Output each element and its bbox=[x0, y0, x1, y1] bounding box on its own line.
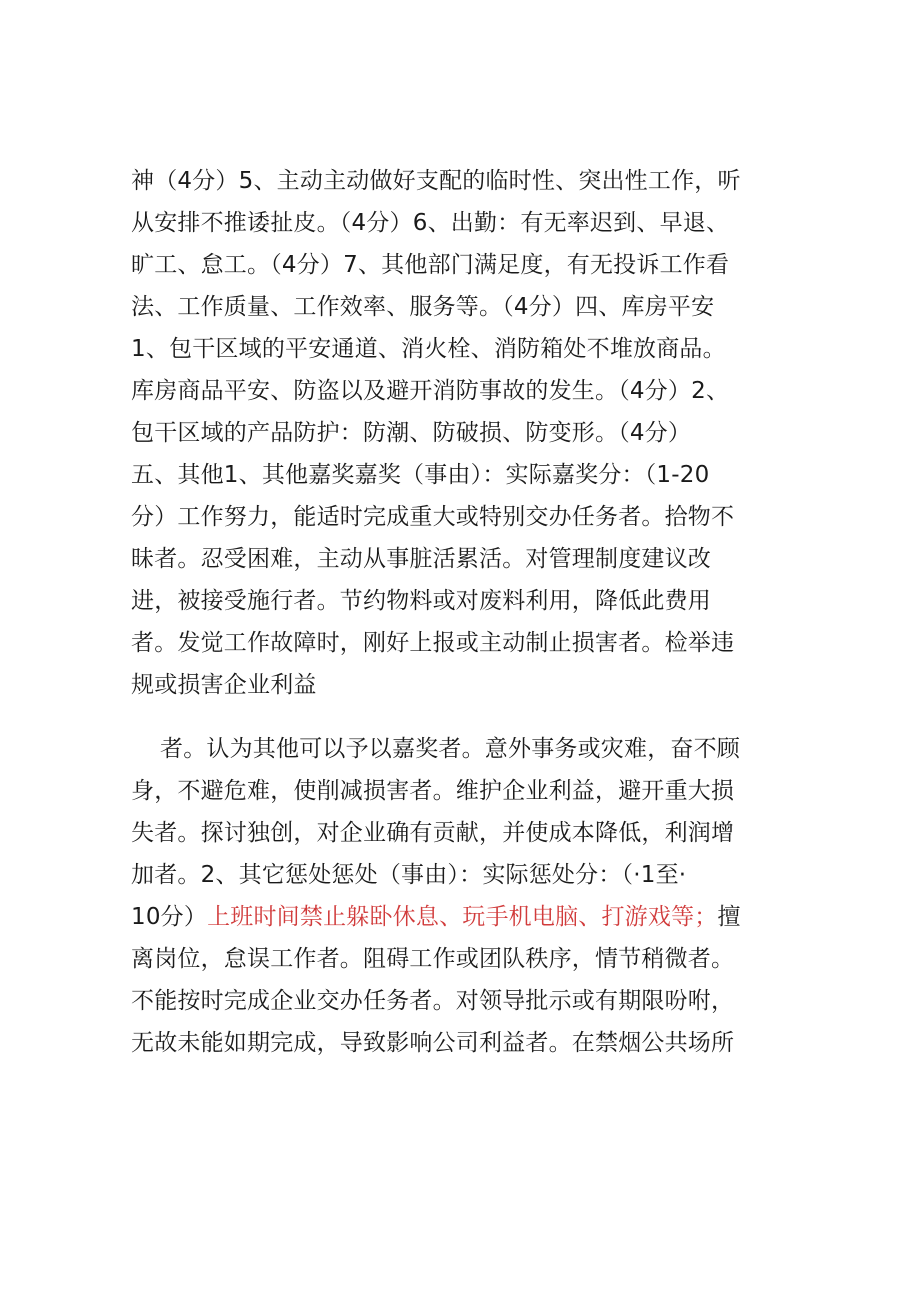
text-line: 无故未能如期完成，导致影响公司利益者。在禁烟公共场所 bbox=[131, 1030, 735, 1056]
text-line: 失者。探讨独创，对企业确有贡献，并使成本降低，利润增 bbox=[131, 820, 735, 846]
text-line: 旷工、怠工。（4分）7、其他部门满足度，有无投诉工作看 bbox=[131, 252, 730, 278]
text-line: 包干区域的产品防护：防潮、防破损、防变形。（4分） bbox=[131, 420, 692, 446]
text-line: 库房商品平安、防盗以及避开消防事故的发生。（4分）2、 bbox=[131, 378, 730, 404]
text-line: 者。认为其他可以予以嘉奖者。意外事务或灾难，奋不顾 bbox=[160, 736, 740, 762]
text-line: 昧者。忍受困难，主动从事脏活累活。对管理制度建议改 bbox=[131, 546, 711, 572]
highlighted-text: 上班时间禁止躲卧休息、玩手机电脑、打游戏等； bbox=[207, 904, 718, 930]
text-line: 1、包干区域的平安通道、消火栓、消防箱处不堆放商品。 bbox=[131, 336, 726, 362]
text-line: 法、工作质量、工作效率、服务等。（4分）四、库房平安 bbox=[131, 294, 715, 320]
text-line: 神（4分）5、主动主动做好支配的临时性、突出性工作，听 bbox=[131, 168, 741, 194]
text-line: 从安排不推诿扯皮。（4分）6、出勤：有无率迟到、早退、 bbox=[131, 210, 730, 236]
text-line: 身，不避危难，使削减损害者。维护企业利益，避开重大损 bbox=[131, 778, 735, 804]
text-segment: 10分） bbox=[131, 904, 208, 930]
text-line: 分）工作努力，能适时完成重大或特别交办任务者。拾物不 bbox=[131, 504, 735, 530]
text-line: 进，被接受施行者。节约物料或对废料利用，降低此费用 bbox=[131, 588, 711, 614]
text-line: 者。发觉工作故障时，刚好上报或主动制止损害者。检举违 bbox=[131, 630, 735, 656]
text-line-with-highlight bbox=[131, 902, 741, 932]
text-line: 离岗位，怠误工作者。阻碍工作或团队秩序，情节稍微者。 bbox=[131, 946, 735, 972]
text-line: 规或损害企业利益 bbox=[131, 672, 317, 698]
text-line: 不能按时完成企业交办任务者。对领导批示或有期限吩咐， bbox=[131, 988, 735, 1014]
text-line: 加者。2、其它惩处惩处（事由）：实际惩处分：（·1至· bbox=[131, 862, 687, 888]
text-segment: 擅 bbox=[717, 904, 741, 930]
text-line: 五、其他1、其他嘉奖嘉奖（事由）：实际嘉奖分：（1-20 bbox=[131, 462, 710, 488]
